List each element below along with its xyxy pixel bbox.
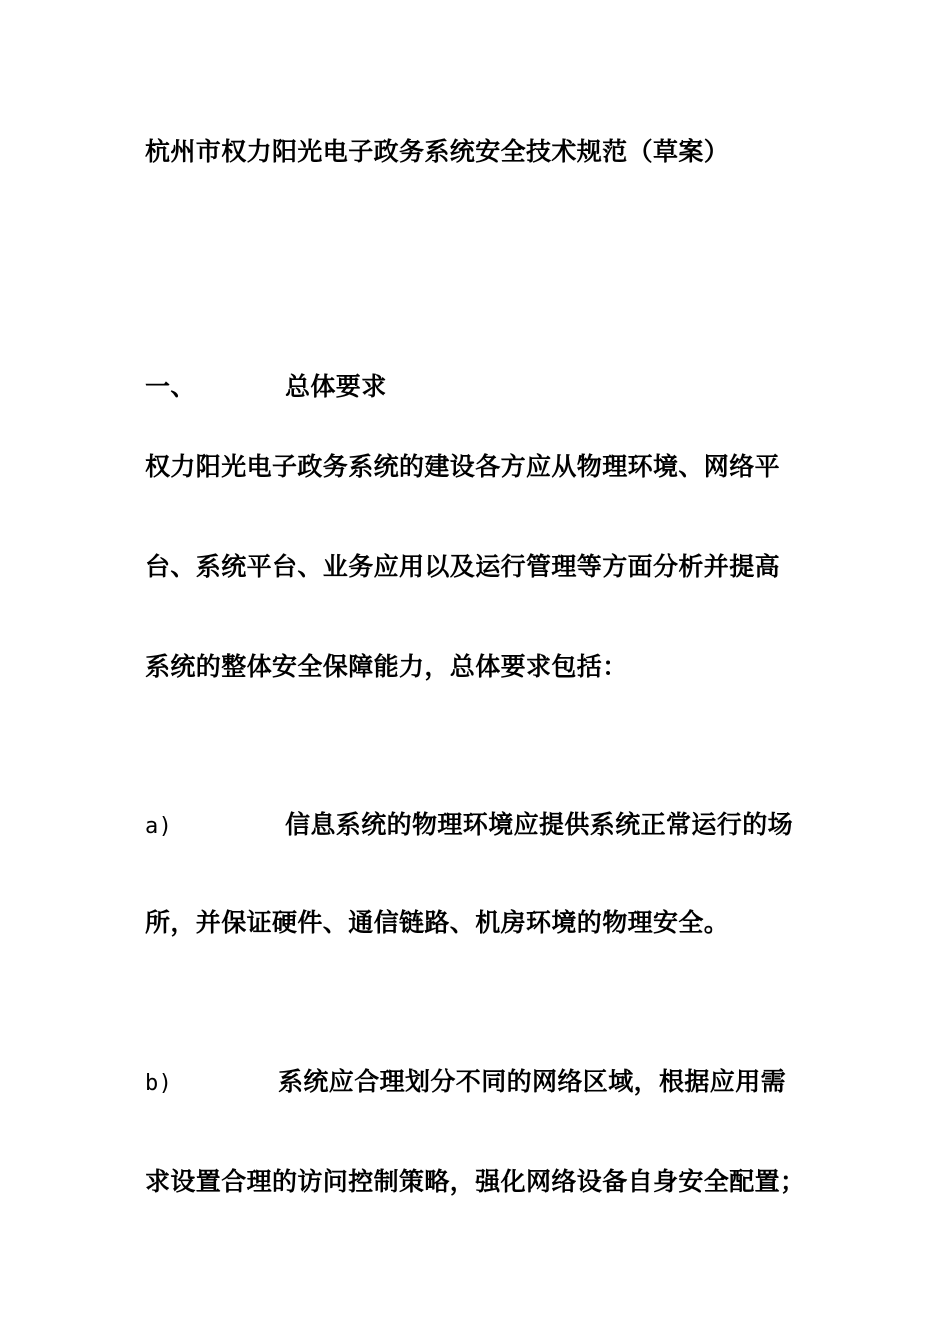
intro-line-3: 系统的整体安全保障能力，总体要求包括： [145,652,628,681]
list-item-a-marker: a) [145,814,173,839]
list-item-b-marker: b) [145,1071,173,1096]
section-heading [145,370,387,404]
list-item-a-line-1 [145,808,793,844]
section-heading-text: 总体要求 [285,372,387,401]
intro-line-2: 台、系统平台、业务应用以及运行管理等方面分析并提高 [145,552,781,581]
document-title: 杭州市权力阳光电子政务系统安全技术规范（草案） [145,137,730,166]
list-item-a-text-1: 信息系统的物理环境应提供系统正常运行的场 [285,810,794,839]
list-item-b-line-2: 求设置合理的访问控制策略，强化网络设备自身安全配置； [145,1167,806,1196]
list-item-a-line-2: 所，并保证硬件、通信链路、机房环境的物理安全。 [145,908,730,937]
list-item-b-text-1: 系统应合理划分不同的网络区域，根据应用需 [278,1067,787,1096]
intro-line-1: 权力阳光电子政务系统的建设各方应从物理环境、网络平 [145,452,781,481]
section-number: 一、 [145,372,196,401]
list-item-b-line-1 [145,1065,786,1101]
